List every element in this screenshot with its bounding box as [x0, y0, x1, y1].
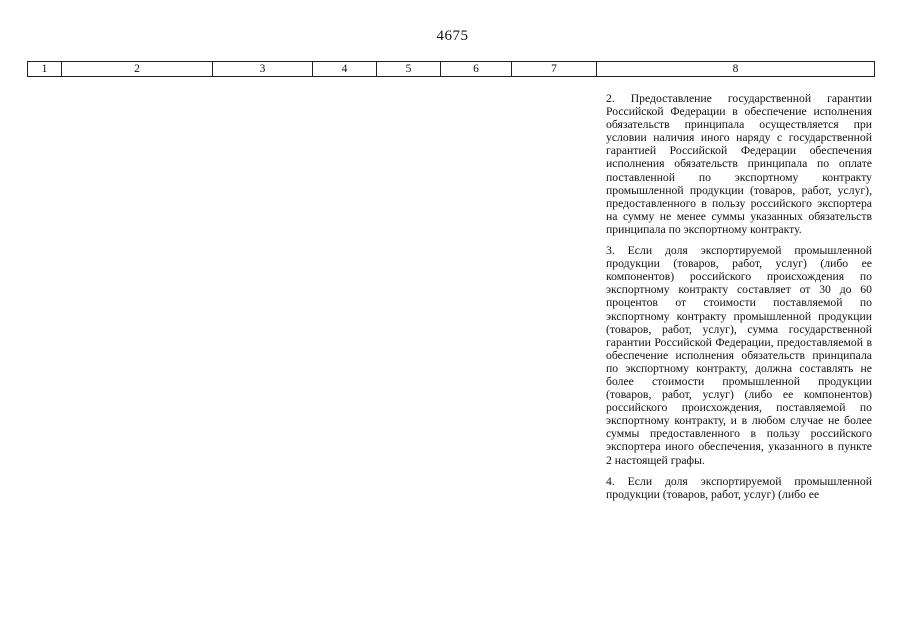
column-number-2: 2: [62, 62, 213, 77]
page-number: 4675: [436, 28, 469, 44]
column-number-6: 6: [441, 62, 512, 77]
column-number-1: 1: [28, 62, 62, 77]
column-number-3: 3: [213, 62, 313, 77]
column-number-5: 5: [377, 62, 441, 77]
paragraph-3: 3. Если доля экспортируемой промышленной продукции (товаров, работ, услуг) (либо ее компонентов) российского происхождения по экспортному контракту составляет от 30 до 60 процентов от стоимости поставляемой по экспортному контракту промышленной продукции (товаров, работ, услуг), сумма государственной гарантии Российской Федерации, предоставляемой в обеспечение исполнения обязательств принципала по экспортному контракту, должна составлять не более стоимости промышленной продукции (товаров, работ, услуг) (либо ее компонентов) российского происхождения, поставляемой по экспортному контракту, и в любом случае не более суммы предоставленного в пользу российского экспортера иного обеспечения, указанного в пункте 2 настоящей графы.: [606, 244, 872, 467]
table-column-header: [27, 61, 875, 77]
column-number-7: 7: [512, 62, 597, 77]
column-number-4: 4: [313, 62, 377, 77]
column-number-8: 8: [597, 62, 875, 77]
paragraph-4: 4. Если доля экспортируемой промышленной продукции (товаров, работ, услуг) (либо ее: [606, 474, 872, 501]
paragraph-2: 2. Предоставление государственной гарантии Российской Федерации в обеспечение исполнения обязательств принципала осуществляется при условии наличия иного наряду с государственной гарантией Российской Федерации обеспечения исполнения обязательств принципала по оплате поставленной по экспортному контракту промышленной продукции (товаров, работ, услуг), предоставленного в пользу российского экспортера на сумму не менее суммы указанных обязательств принципала по экспортному контракту.: [606, 92, 872, 236]
column-8-text: [606, 92, 872, 501]
